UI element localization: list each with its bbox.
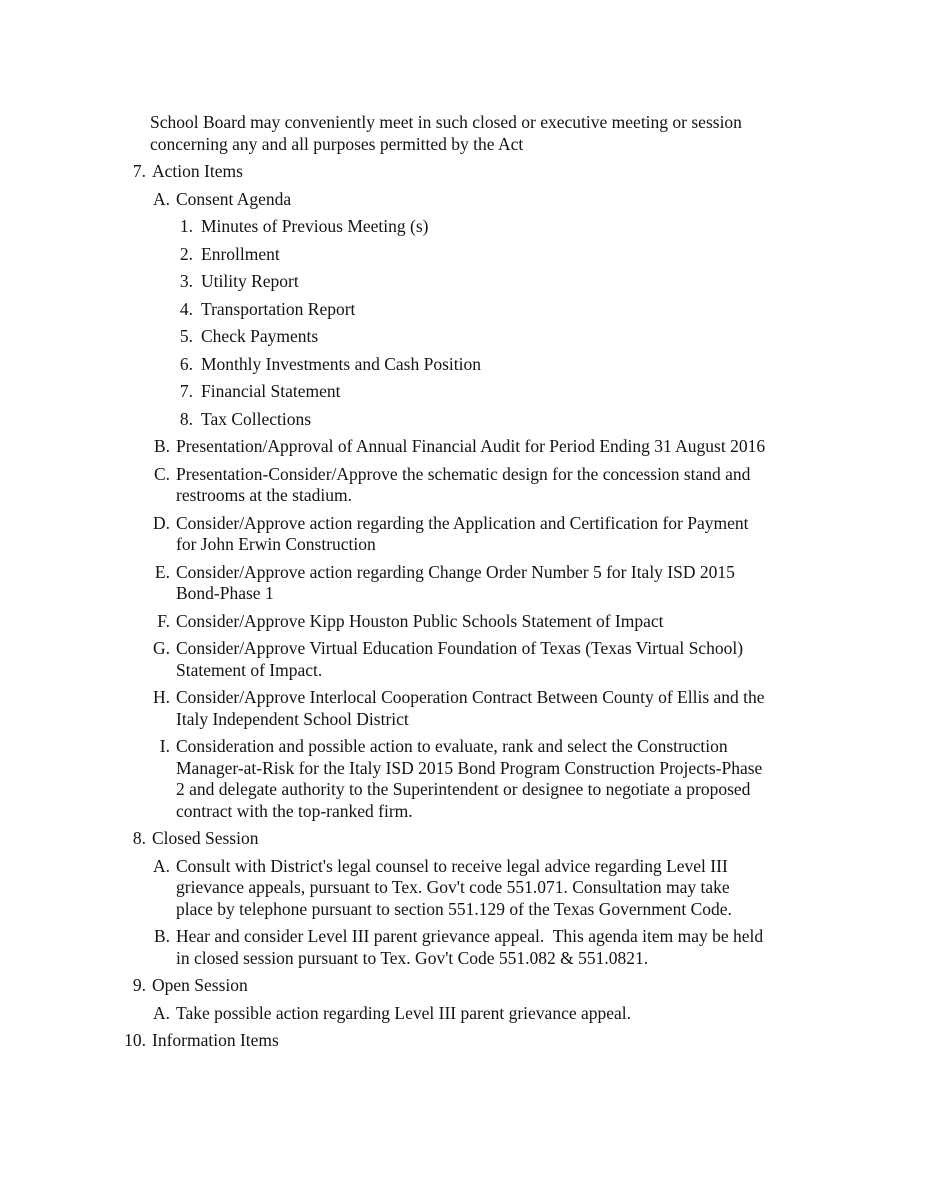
outline-item-text: Information Items <box>152 1030 279 1050</box>
outline-item-text: Consider/Approve action regarding Change Order Number 5 for Italy ISD 2015 Bond-Phase 1 <box>176 561 740 603</box>
outline-item-text: Transportation Report <box>201 298 356 319</box>
outline-item <box>0 611 927 633</box>
outline-item-marker: A. <box>152 188 170 209</box>
outline-item <box>0 189 927 211</box>
outline-item-marker: F. <box>157 610 170 631</box>
outline-item-marker: 8. <box>132 828 146 848</box>
outline-item-text: Open Session <box>152 975 248 995</box>
outline-item-marker: 2. <box>179 243 193 264</box>
outline-item-marker: G. <box>152 638 170 658</box>
outline-item <box>0 436 927 458</box>
outline-item <box>0 216 927 238</box>
outline-item-marker: E. <box>154 561 170 582</box>
outline-item-marker: H. <box>152 687 170 707</box>
outline-item <box>0 244 927 266</box>
outline-item-text: Monthly Investments and Cash Position <box>201 353 481 374</box>
outline-item-text: Check Payments <box>201 326 319 346</box>
outline-item <box>0 409 927 431</box>
outline-item-text: Financial Statement <box>201 381 341 401</box>
outline-item-text: Enrollment <box>201 243 280 264</box>
outline-item-marker: 5. <box>179 326 193 346</box>
outline-item-text: Presentation-Consider/Approve the schematic design for the concession stand and restrooms at the stadium. <box>176 463 755 505</box>
outline-item <box>0 926 927 969</box>
outline-item-marker: A. <box>152 855 170 876</box>
outline-item <box>0 271 927 293</box>
outline-item <box>0 1030 927 1052</box>
outline-item-text: Consider/Approve Virtual Education Foundation of Texas (Texas Virtual School) Statement of Impact. <box>176 638 748 680</box>
outline-item-text: Utility Report <box>201 271 299 291</box>
outline-item <box>0 828 927 850</box>
outline-item-text: Hear and consider Level III parent grievance appeal. This agenda item may be held in closed session pursuant to Tex. Gov't Code 551.082 & 551.0821. <box>176 926 768 968</box>
outline-item <box>0 736 927 822</box>
outline-item <box>0 161 927 183</box>
outline-item-marker: 9. <box>132 975 146 995</box>
outline-item <box>0 687 927 730</box>
outline-item <box>0 326 927 348</box>
outline-item-marker: A. <box>152 1002 170 1023</box>
outline-item-text: Minutes of Previous Meeting (s) <box>201 216 429 236</box>
outline-item-text: Consider/Approve Interlocal Cooperation Contract Between County of Ellis and the Italy Independent School District <box>176 687 769 729</box>
outline-item-text: Consider/Approve action regarding the Application and Certification for Payment for John Erwin Construction <box>176 512 753 554</box>
outline-item-text: Presentation/Approval of Annual Financial Audit for Period Ending 31 August 2016 <box>176 436 766 456</box>
outline-item <box>0 464 927 507</box>
outline-item-marker: B. <box>153 926 170 946</box>
outline-item-marker: 7. <box>179 381 193 401</box>
outline-item <box>0 513 927 556</box>
outline-item-text: Consult with District's legal counsel to receive legal advice regarding Level III grievance appeals, pursuant to Tex. Gov't code 551.071. Consultation may take place by telephone pursuant to section 551.129 of the Texas Government Code. <box>176 855 735 919</box>
outline-item-marker: 4. <box>179 298 193 319</box>
outline-item-text: Action Items <box>152 161 243 181</box>
outline-item <box>0 354 927 376</box>
outline-item-marker: 1. <box>179 216 193 236</box>
outline-item-marker: 7. <box>132 161 146 181</box>
outline-item <box>0 638 927 681</box>
outline-item <box>0 1003 927 1025</box>
outline-item-text: Tax Collections <box>201 408 312 429</box>
outline-item-text: Consent Agenda <box>176 188 292 209</box>
outline-item <box>0 381 927 403</box>
outline-item <box>0 975 927 997</box>
outline-item-marker: 3. <box>179 271 193 291</box>
outline-item-text: Consideration and possible action to evaluate, rank and select the Construction Manager-at-Risk for the Italy ISD 2015 Bond Program Construction Projects-Phase 2 and delegate authority to the Superintendent or designee to negotiate a proposed contract with the top-ranked firm. <box>176 736 767 821</box>
outline-item-text: Closed Session <box>152 828 259 848</box>
outline-item-marker: C. <box>153 463 170 484</box>
outline-item-marker: B. <box>153 436 170 456</box>
outline-item <box>0 299 927 321</box>
outline-item-marker: 10. <box>124 1030 146 1050</box>
outline-item-marker: 6. <box>179 353 193 374</box>
outline-item <box>0 856 927 921</box>
outline-item-text: Consider/Approve Kipp Houston Public Schools Statement of Impact <box>176 610 664 631</box>
outline-item-marker: 8. <box>179 408 193 429</box>
agenda-outline <box>0 161 927 1052</box>
outline-item-marker: I. <box>159 736 170 756</box>
outline-item-text: Take possible action regarding Level III parent grievance appeal. <box>176 1002 632 1023</box>
outline-item <box>0 562 927 605</box>
outline-item-marker: D. <box>152 512 170 533</box>
intro-paragraph: School Board may conveniently meet in such closed or executive meeting or session concerning any and all purposes permitted by the Act <box>150 112 747 154</box>
